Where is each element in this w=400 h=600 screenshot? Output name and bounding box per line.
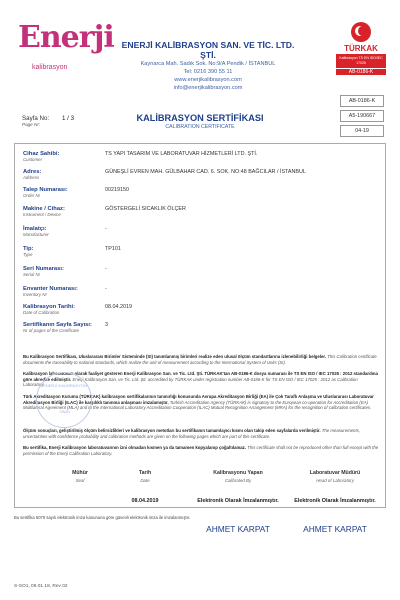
field-label-en: Nr of pages of the Certificate [23,328,79,333]
company-address: Kaynarca Mah. Sadık Sok. No:9/A Pendik / İSTANBUL [140,61,276,67]
page-number-label: Sayfa No: [22,115,50,122]
para-tr: Ölçüm sonuçları, geliştirilmiş ölçüm belirsizlikleri ve kalibrasyon metotları bu sertifikanın tamamlayıcı kısmı olan takip eden sayfalarda verilmiştir. [23,428,321,433]
para-en: The measurements, uncertainties with confidence probability and calibration methods are given on the following pages which are part of this certificate. [23,428,360,439]
field-label-en: Customer [23,157,43,162]
sig-head-lab-head: Laboratuvar Müdürü [309,470,361,476]
accreditation-box: Kalibrasyon TS EN ISO/IEC 17025 [336,54,386,68]
field-manufacturer [23,226,107,237]
field-serial-nr [23,266,107,277]
sig-seal-sub: Seal [75,478,85,483]
field-label-en: Serial Nr [23,272,41,277]
para-reproduction [23,445,379,456]
title-tr: KALİBRASYON SERTİFİKASI [136,113,264,123]
sig-date-sub: Date [140,478,150,483]
para-en: Turkish Accreditation Agency (TÜRKAK) is signatory to the European co-operation for Accreditation (EA) Multilateral Agreement (MLA) and to the International Laboratory Accreditation Cooperation (ILAC) Mutual Recognition Arrangement (MRA) for the recognition of calibration certificates. [23,399,372,411]
field-label: Seri Numarası: [23,266,64,272]
sig-calibrated-name: AHMET KARPAT [206,524,270,534]
field-value: 00219150 [105,187,129,193]
certificate-title [120,113,280,130]
company-info [118,40,298,92]
field-label-en: Address [23,175,40,180]
accreditation-mark [336,22,386,75]
company-name: ENERJİ KALİBRASYON SAN. VE TİC. LTD. ŞTİ. [121,40,295,60]
logo-word: Enerji [18,20,114,55]
code-date: 04-19 [340,125,384,137]
para-traceability [23,354,379,365]
field-value: - [105,286,107,292]
field-label: Envanter Numarası: [23,286,78,292]
code-accreditation: AB-0186-K [340,95,384,107]
field-label: Cihaz Sahibi: [23,151,60,157]
stamp-top-text: ENERJİ KALİBRASYON [43,383,87,388]
company-logo [18,20,114,88]
accreditation-name: TÜRKAK [344,44,378,53]
sig-date-value: 08.04.2019 [131,498,159,504]
para-tr: Bu Kalibrasyon Sertifikası, Uluslararası Birimler Sisteminde (SI) tanımlanmış birimleri realize eden ulusal ölçüm standartlarına izlenebilirliği belgeler. [23,354,327,359]
page-number-label-en: Page Nr: [22,122,41,127]
title-en: CALIBRATION CERTIFICATE [165,124,235,130]
field-value: - [105,266,107,272]
field-customer [23,151,258,162]
certificate-codes [340,95,384,140]
sig-head-lab-name: AHMET KARPAT [303,524,367,534]
field-label-en: Type [23,252,33,257]
sig-calibrated-head: Kalibrasyonu Yapan [213,470,263,476]
code-certificate: A5-190667 [340,110,384,122]
field-value: 08.04.2019 [105,304,132,310]
field-value: TP101 [105,246,121,252]
field-label-en: Order Nr [23,193,41,198]
field-label: Sertifikanın Sayfa Sayısı: [23,322,92,328]
accreditation-ref: AB-0186-K [336,69,386,75]
para-en: This Calibration certificate documents the traceability to national standards, which realize the unit of measurement according to the International System of Units (SI). [23,354,377,365]
field-label: Adres: [23,169,42,175]
company-stamp [36,372,92,428]
field-label-en: Date of Calibration [23,310,60,315]
field-label-en: Inventory Nr [23,292,47,297]
field-value: GÖSTERGELİ SICAKLIK ÖLÇER [105,206,186,212]
field-value: - [105,226,107,232]
page-number [22,115,75,127]
field-label-en: Manufacturer [23,232,49,237]
footnote: Bu sertifika 5070 sayılı elektronik imza kanununa göre güvenli elektronik imza ile imzalanmıştır. [14,515,191,520]
page-number-value: 1 / 3 [62,115,75,122]
sig-seal-head: Mühür [72,470,88,476]
para-tr: Kalibrasyon laboratuvarı olarak faaliyet gösteren Enerji Kalibrasyon San. ve Tic. Ltd. Şti. TÜRKAK'tan AB-0186-K dosya numarası ile TS EN ISO / IEC 17025 : 2012 standardına göre akredite edilmiştir. [23,371,378,382]
field-label: Talep Numarası: [23,187,68,193]
stamp-bottom-text: ONAY [59,409,71,414]
para-results [23,428,379,439]
field-value: TS YAPI TASARIM VE LABORATUVAR HİZMETLERİ LTD. ŞTİ. [105,151,258,157]
sig-date-head: Tarih [138,470,152,476]
field-label: İmalatçı: [23,226,47,232]
field-page-count [23,322,108,333]
company-email: info@enerjikalibrasyon.com [173,85,243,91]
para-en: This certificate shall not be reproduced other than full except with the permission of the Enerji Calibration Laboratory. [23,445,379,456]
field-value: GÜNEŞLİ EVREN MAH. GÜLBAHAR CAD. 6. SOK. NO:48 BAĞCILAR / İSTANBUL [105,169,306,175]
field-order-nr [23,187,129,198]
company-web: www.enerjikalibrasyon.com [174,77,242,83]
field-type [23,246,121,257]
field-instrument [23,206,186,217]
turkak-crescent-icon [351,22,371,42]
field-inventory-nr [23,286,107,297]
sig-calibrated-sub: Calibrated By [224,478,252,483]
field-value: 3 [105,322,108,328]
para-en: Enerji Kalibrasyon San. ve Tic. Ltd. Şti. accredited by TÜRKAK under registration number AB-0186-K for TS EN ISO / IEC 17025 : 2012 as Calibration Laboratory. [23,376,358,388]
sig-head-lab-sub: Head of Laboratory [316,478,354,483]
field-label-en: Instrument / Device [23,212,61,217]
company-phone: Tel: 0216 390 55 11 [183,69,233,75]
sig-head-lab-value: Elektronik Olarak İmzalanmıştır. [294,498,376,504]
field-label: Makine / Cihaz: [23,206,65,212]
field-address [23,169,306,180]
field-calibration-date [23,304,132,315]
sig-calibrated-value: Elektronik Olarak İmzalanmıştır. [197,498,279,504]
para-tr: Bu sertifika, Enerji Kalibrasyon laboratuvarının izni olmadan kısmen ya da tamamen kopyalanıp çoğaltılamaz. [23,445,247,450]
logo-subtitle: kalibrasyon [32,64,68,71]
field-label: Kalibrasyon Tarihi: [23,304,76,310]
field-label: Tip: [23,246,34,252]
para-tr: Türk Akreditasyon Kurumu (TÜRKAK) kalibrasyon sertifikalarının tanınırlığı konusunda Avrupa Akreditasyon Birliği (EA) ile Çok Taraflı Anlaşma ve Uluslararası Laboratuvar Akreditasyon Birliği (ILAC) ile karşılıklı tanınma anlaşması imzalamıştır. [23,394,374,405]
document-code: S-SO1, 08.01.18, Rev 02 [14,584,68,589]
